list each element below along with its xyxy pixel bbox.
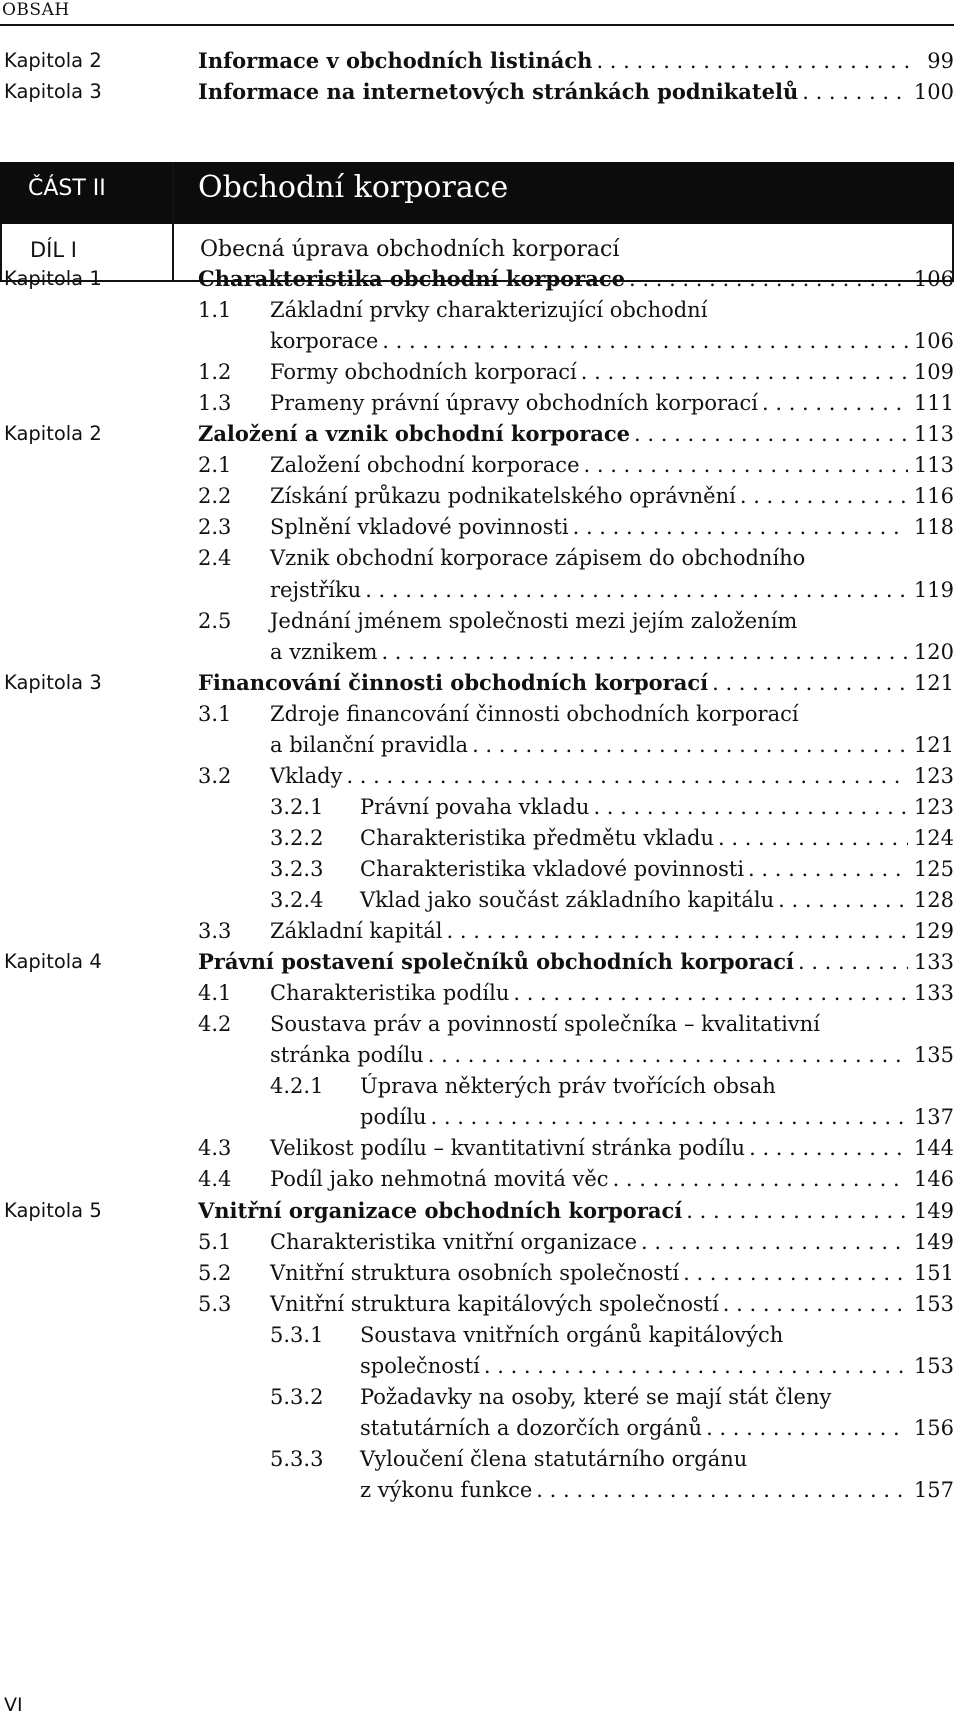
entry-title: Vyloučení člena statutárního orgánu: [360, 1446, 748, 1471]
section-number: 5.3: [198, 1291, 232, 1316]
section-entry[interactable]: [198, 510, 954, 544]
section-entry[interactable]: [270, 1069, 954, 1103]
page-ref: 153: [913, 1353, 954, 1378]
toc-row: [0, 1007, 960, 1041]
page-ref: 137: [913, 1105, 954, 1130]
section-number: 2.4: [198, 546, 232, 571]
section-entry[interactable]: [270, 821, 954, 855]
page-ref: 119: [913, 577, 954, 602]
page-ref: 124: [913, 825, 954, 850]
page-number: VI: [4, 1694, 23, 1716]
page-ref: 111: [913, 391, 954, 416]
toc-row: [0, 1069, 960, 1103]
page-ref: 109: [913, 360, 954, 385]
entry-title: Charakteristika obchodní korporace: [198, 266, 626, 291]
section-number: 2.5: [198, 608, 232, 633]
page-ref: 120: [913, 639, 954, 664]
subsection-number: 3.2.2: [270, 825, 324, 850]
dot-leader: [749, 1131, 908, 1165]
page-ref: 144: [913, 1136, 954, 1161]
toc-row: [0, 666, 960, 700]
dot-leader: [798, 945, 908, 979]
toc-row: [0, 945, 960, 979]
entry-title: Vnitřní struktura osobních společností: [270, 1260, 680, 1285]
dot-leader: [641, 1225, 908, 1259]
section-number: 1.1: [198, 298, 232, 323]
section-entry[interactable]: [198, 386, 954, 420]
toc-row: [0, 386, 960, 420]
toc-row: [0, 75, 960, 109]
dot-leader: [447, 914, 908, 948]
page-ref: 113: [913, 422, 954, 447]
section-entry[interactable]: [360, 1473, 954, 1507]
section-number: 5.1: [198, 1229, 232, 1254]
toc-row: [0, 1318, 960, 1352]
entry-title: Základní prvky charakterizující obchodní: [270, 298, 708, 323]
entry-title: Informace v obchodních listinách: [198, 48, 593, 73]
subsection-number: 5.3.3: [270, 1446, 324, 1471]
dot-leader: [712, 666, 908, 700]
toc-row: [0, 262, 960, 296]
subsection-number: 3.2.1: [270, 794, 324, 819]
page-ref: 106: [913, 267, 954, 291]
section-entry[interactable]: [270, 883, 954, 917]
section-number: 3.3: [198, 919, 232, 944]
section-entry[interactable]: [198, 448, 954, 482]
page-ref: 149: [913, 1229, 954, 1254]
toc-row: [0, 1442, 960, 1476]
entry-title: Prameny právní úpravy obchodních korporací: [270, 391, 758, 416]
dot-leader: [536, 1473, 908, 1507]
section-entry[interactable]: [198, 479, 954, 513]
section-entry[interactable]: [198, 293, 954, 327]
section-entry[interactable]: [270, 1038, 954, 1072]
section-entry[interactable]: [198, 976, 954, 1010]
section-entry[interactable]: [270, 852, 954, 886]
chapter-entry[interactable]: [198, 945, 954, 979]
toc-row: [0, 510, 960, 544]
subsection-number: 5.3.1: [270, 1322, 324, 1347]
entry-title: rejstříku: [270, 577, 362, 602]
section-entry[interactable]: [270, 728, 954, 762]
section-entry[interactable]: [198, 697, 954, 731]
section-entry[interactable]: [360, 1411, 954, 1445]
section-number: 4.3: [198, 1136, 232, 1161]
entry-title: Velikost podílu – kvantitativní stránka podílu: [270, 1136, 746, 1161]
toc-row: [0, 1131, 960, 1165]
part-banner: [0, 162, 954, 224]
entry-title: podílu: [360, 1105, 427, 1130]
dot-leader: [740, 479, 908, 513]
dot-leader: [629, 262, 908, 296]
entry-title: Charakteristika vkladové povinnosti: [360, 856, 745, 881]
entry-title: Vnitřní organizace obchodních korporací: [198, 1197, 683, 1223]
entry-title: Požadavky na osoby, které se mají stát členy: [360, 1384, 832, 1409]
chapter-entry[interactable]: [198, 417, 954, 451]
page-ref: 156: [913, 1415, 954, 1440]
toc-row: [0, 1256, 960, 1290]
page-ref: 135: [913, 1043, 954, 1068]
dot-leader: [723, 1287, 908, 1321]
page-ref: 100: [913, 80, 954, 105]
dot-leader: [346, 759, 907, 793]
toc-row: [0, 417, 960, 451]
chapter-entry[interactable]: [198, 666, 954, 700]
page-ref: 118: [913, 515, 954, 540]
section-entry[interactable]: [198, 1225, 954, 1259]
dot-leader: [593, 790, 907, 824]
dot-leader: [472, 728, 908, 762]
section-number: 1.3: [198, 391, 232, 416]
dot-leader: [748, 852, 908, 886]
toc-row: [0, 1411, 960, 1445]
page-ref: 157: [913, 1477, 954, 1502]
page-ref: 123: [913, 763, 954, 788]
entry-title: společností: [360, 1353, 480, 1378]
section-entry[interactable]: [198, 1256, 954, 1290]
dot-leader: [484, 1349, 908, 1383]
section-entry[interactable]: [198, 1131, 954, 1165]
page-ref: 133: [913, 981, 954, 1006]
toc-row: [0, 479, 960, 513]
section-entry[interactable]: [270, 790, 954, 824]
dot-leader: [613, 1162, 908, 1196]
dot-leader: [683, 1256, 908, 1290]
entry-title: Vklady: [270, 763, 343, 788]
toc-row: [0, 1473, 960, 1507]
page-ref: 125: [913, 856, 954, 881]
section-number: 3.2: [198, 763, 232, 788]
entry-title: z výkonu funkce: [360, 1477, 533, 1502]
part-title: Obchodní korporace: [198, 170, 509, 205]
section-entry[interactable]: [270, 1442, 954, 1476]
chapter-entry[interactable]: [198, 262, 954, 296]
entry-title: Úprava některých práv tvořících obsah: [360, 1074, 776, 1099]
entry-title: Vnitřní struktura kapitálových společností: [270, 1291, 719, 1316]
section-entry[interactable]: [270, 573, 954, 607]
entry-title: Právní postavení společníků obchodních korporací: [198, 949, 794, 975]
page-ref: 116: [913, 484, 954, 509]
page-ref: 133: [913, 950, 954, 975]
page-ref: 151: [913, 1260, 954, 1285]
chapter-label: Kapitola 5: [4, 1198, 102, 1222]
part-label: ČÁST II: [28, 176, 106, 201]
division-title: Obecná úprava obchodních korporací: [200, 237, 620, 262]
entry-title: a bilanční pravidla: [270, 732, 469, 757]
section-entry[interactable]: [360, 1100, 954, 1134]
dot-leader: [584, 448, 908, 482]
dot-leader: [573, 510, 908, 544]
entry-title: korporace: [270, 329, 379, 354]
chapter-label: Kapitola 2: [4, 422, 102, 446]
page-ref: 146: [913, 1167, 954, 1192]
entry-title: Základní kapitál: [270, 919, 443, 944]
toc-row: [0, 821, 960, 855]
page-ref: 99: [927, 49, 954, 73]
entry-title: Právní povaha vkladu: [360, 794, 590, 819]
toc-row: [0, 1194, 960, 1228]
entry-title: Splnění vkladové povinnosti: [270, 515, 569, 540]
page-ref: 149: [913, 1198, 954, 1223]
entry-title: Založení a vznik obchodní korporace: [198, 421, 631, 447]
toc-row: [0, 697, 960, 731]
section-entry[interactable]: [270, 635, 954, 669]
entry-title: Založení obchodní korporace: [270, 453, 580, 478]
section-number: 2.1: [198, 453, 232, 478]
entry-title: Financování činnosti obchodních korporací: [198, 669, 709, 695]
section-number: 5.2: [198, 1260, 232, 1285]
toc-row: [0, 759, 960, 793]
dot-leader: [365, 573, 908, 607]
chapter-label: Kapitola 3: [4, 80, 102, 104]
section-number: 4.4: [198, 1167, 232, 1192]
dot-leader: [381, 635, 907, 669]
toc-row: [0, 790, 960, 824]
chapter-label: Kapitola 1: [4, 267, 102, 290]
dot-leader: [686, 1194, 908, 1228]
subsection-number: 5.3.2: [270, 1384, 324, 1409]
chapter-entry[interactable]: [198, 1194, 954, 1228]
page-ref: 113: [913, 453, 954, 478]
toc-row: [0, 573, 960, 607]
subsection-number: 3.2.4: [270, 888, 324, 912]
section-entry[interactable]: [360, 1349, 954, 1383]
toc-row: [0, 1287, 960, 1321]
page-ref: 123: [913, 794, 954, 819]
section-entry[interactable]: [198, 759, 954, 793]
entry-title: statutárních a dozorčích orgánů: [360, 1415, 703, 1440]
entry-title: Formy obchodních korporací: [270, 360, 577, 385]
page-ref: 153: [913, 1291, 954, 1316]
toc-row: [0, 44, 960, 78]
toc-row: [0, 883, 960, 917]
toc-row: [0, 914, 960, 948]
chapter-entry[interactable]: [198, 75, 954, 109]
toc-row: [0, 1349, 960, 1383]
toc-row: [0, 1162, 960, 1196]
section-number: 2.2: [198, 484, 232, 509]
toc-row: [0, 1038, 960, 1072]
toc-row: [0, 604, 960, 638]
dot-leader: [513, 976, 908, 1010]
section-entry[interactable]: [270, 324, 954, 358]
toc-row: [0, 1225, 960, 1259]
dot-leader: [428, 1038, 908, 1072]
section-entry[interactable]: [198, 604, 954, 638]
entry-title: Charakteristika předmětu vkladu: [360, 825, 714, 850]
entry-title: Informace na internetových stránkách podnikatelů: [198, 79, 799, 105]
page-ref: 121: [913, 670, 954, 695]
section-entry[interactable]: [198, 1287, 954, 1321]
toc-row: [0, 976, 960, 1010]
entry-title: Získání průkazu podnikatelského oprávnění: [270, 484, 736, 509]
page-ref: 121: [913, 732, 954, 757]
toc-row: [0, 728, 960, 762]
section-entry[interactable]: [270, 1318, 954, 1352]
toc-row: [0, 852, 960, 886]
toc-row: [0, 448, 960, 482]
dot-leader: [431, 1100, 908, 1134]
division-label: DÍL I: [30, 238, 77, 262]
page-ref: 106: [913, 329, 954, 354]
entry-title: a vznikem: [270, 639, 378, 664]
dot-leader: [382, 324, 908, 358]
dot-leader: [718, 821, 908, 855]
chapter-label: Kapitola 4: [4, 950, 102, 974]
page-header: [0, 0, 954, 26]
page-ref: 128: [913, 888, 954, 912]
page-ref: 129: [913, 919, 954, 944]
dot-leader: [634, 417, 908, 451]
dot-leader: [762, 386, 908, 420]
dot-leader: [778, 883, 908, 917]
section-number: 3.1: [198, 701, 232, 726]
section-number: 4.1: [198, 981, 232, 1006]
toc-row: [0, 541, 960, 575]
entry-title: Charakteristika podílu: [270, 981, 510, 1006]
entry-title: Charakteristika vnitřní organizace: [270, 1229, 638, 1254]
entry-title: Jednání jménem společnosti mezi jejím založením: [270, 608, 798, 633]
entry-title: Soustava práv a povinností společníka – kvalitativní: [270, 1012, 820, 1037]
toc-row: [0, 1100, 960, 1134]
toc-row: [0, 293, 960, 327]
section-entry[interactable]: [198, 355, 954, 389]
subsection-number: 3.2.3: [270, 856, 324, 881]
section-entry[interactable]: [198, 914, 954, 948]
dot-leader: [706, 1411, 908, 1445]
chapter-label: Kapitola 3: [4, 670, 102, 694]
dot-leader: [581, 355, 908, 389]
toc-row: [0, 324, 960, 358]
entry-title: Zdroje financování činnosti obchodních korporací: [270, 701, 799, 726]
chapter-entry[interactable]: [198, 44, 954, 78]
section-entry[interactable]: [198, 541, 954, 575]
toc-row: [0, 355, 960, 389]
section-entry[interactable]: [198, 1162, 954, 1196]
entry-title: Vklad jako součást základního kapitálu: [360, 888, 775, 912]
subsection-number: 4.2.1: [270, 1074, 324, 1099]
dot-leader: [596, 44, 910, 78]
section-number: 4.2: [198, 1012, 232, 1037]
entry-title: Podíl jako nehmotná movitá věc: [270, 1167, 609, 1192]
entry-title: stránka podílu: [270, 1043, 424, 1068]
dot-leader: [802, 75, 908, 109]
section-entry[interactable]: [270, 1380, 954, 1414]
chapter-label: Kapitola 2: [4, 49, 102, 72]
section-number: 1.2: [198, 360, 232, 385]
section-entry[interactable]: [198, 1007, 954, 1041]
section-header-label: OBSAH: [2, 0, 70, 20]
entry-title: Vznik obchodní korporace zápisem do obchodního: [270, 546, 806, 571]
toc-row: [0, 635, 960, 669]
toc-row: [0, 1380, 960, 1414]
entry-title: Soustava vnitřních orgánů kapitálových: [360, 1322, 784, 1347]
section-number: 2.3: [198, 515, 232, 540]
